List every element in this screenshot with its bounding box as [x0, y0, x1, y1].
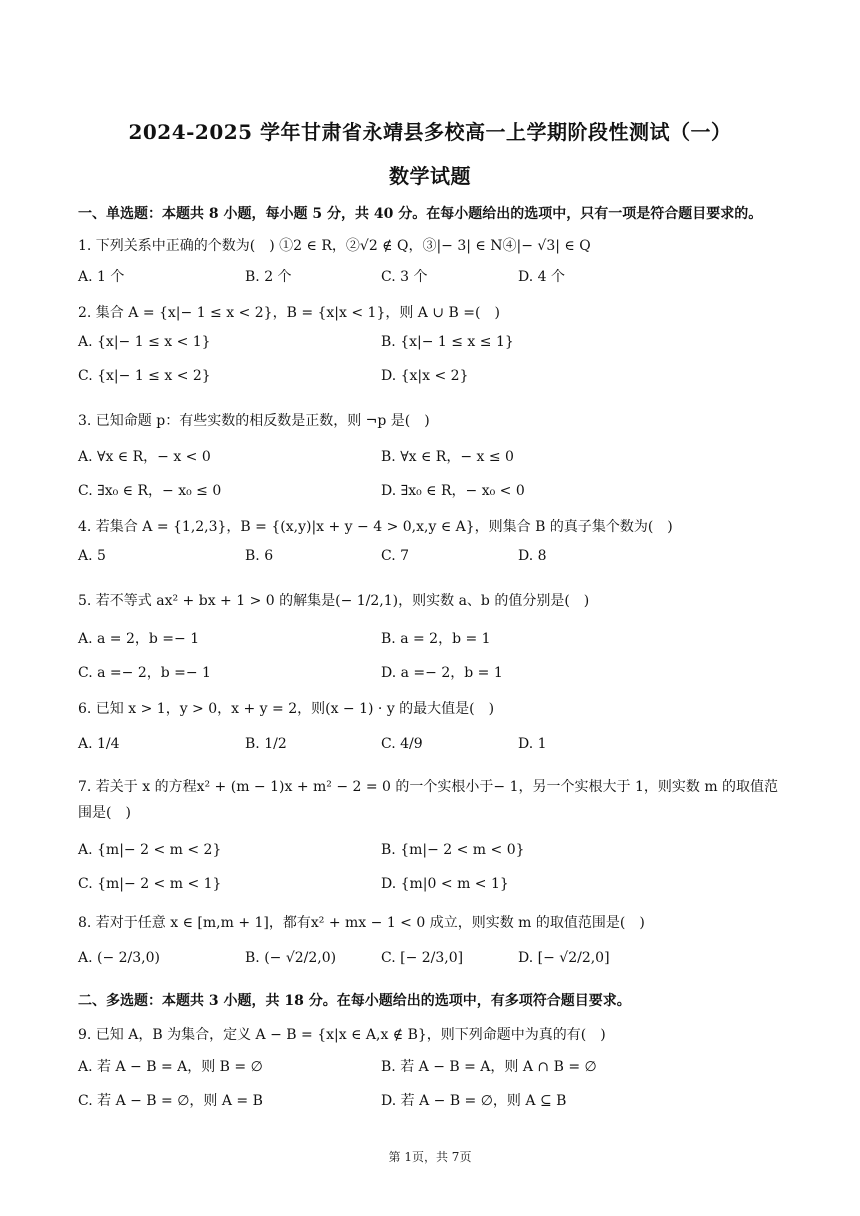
- question-6-stem: 6. 已知 x > 1，y > 0，x + y = 2，则(x − 1) · y 的最大值是( ): [78, 701, 495, 717]
- question-9-options-row1: [78, 1056, 798, 1082]
- option-d: D. a =− 2，b = 1: [381, 665, 503, 681]
- question-8-stem: 8. 若对于任意 x ∈ [m,m + 1]，都有x² + mx − 1 < 0 成立，则实数 m 的取值范围是( ): [78, 915, 645, 931]
- option-b: B. ∀x ∈ R，− x ≤ 0: [381, 449, 514, 465]
- question-2-options-row1: [78, 334, 798, 360]
- question-2-stem: 2. 集合 A = {x|− 1 ≤ x < 2}，B = {x|x < 1}，则 A ∪ B =( ): [78, 305, 500, 321]
- question-4-stem: 4. 若集合 A = {1,2,3}，B = {(x,y)|x + y − 4 > 0,x,y ∈ A}，则集合 B 的真子集个数为( ): [78, 519, 673, 535]
- section-single-choice: 一、单选题：本题共 8 小题，每小题 5 分，共 40 分。在每小题给出的选项中，只有一项是符合题目要求的。: [78, 206, 763, 222]
- option-b: B. {m|− 2 < m < 0}: [381, 842, 525, 858]
- option-a: A. {x|− 1 ≤ x < 1}: [78, 334, 211, 350]
- option-b: B. 1/2: [245, 736, 287, 752]
- option-d: D. {m|0 < m < 1}: [381, 876, 509, 892]
- exam-title: 2024-2025 学年甘肃省永靖县多校高一上学期阶段性测试（一）: [128, 120, 732, 144]
- question-9-options-row2: [78, 1090, 798, 1116]
- option-a: A. ∀x ∈ R，− x < 0: [78, 449, 211, 465]
- option-b: B. 若 A − B = A，则 A ∩ B = ∅: [381, 1059, 597, 1075]
- page-footer: 第 1页，共 7页: [388, 1150, 472, 1164]
- option-a: A. 若 A − B = A，则 B = ∅: [78, 1059, 263, 1075]
- option-c: C. {m|− 2 < m < 1}: [78, 876, 222, 892]
- option-a: A. a = 2，b =− 1: [78, 631, 200, 647]
- option-a: A. 1/4: [78, 736, 120, 752]
- question-5-options-row2: [78, 662, 798, 688]
- option-d: D. [− √2/2,0]: [518, 950, 610, 966]
- option-a: A. {m|− 2 < m < 2}: [78, 842, 222, 858]
- section-multiple-choice: 二、多选题：本题共 3 小题，共 18 分。在每小题给出的选项中，有多项符合题目要求。: [78, 993, 631, 1009]
- question-2-options-row2: [78, 368, 798, 394]
- option-c: C. 4/9: [381, 736, 423, 752]
- question-9-stem: 9. 已知 A，B 为集合，定义 A − B = {x|x ∈ A,x ∉ B}，则下列命题中为真的有( ): [78, 1027, 606, 1043]
- option-a: A. 5: [78, 548, 106, 564]
- option-d: D. ∃x₀ ∈ R，− x₀ < 0: [381, 483, 525, 499]
- question-5-stem: 5. 若不等式 ax² + bx + 1 > 0 的解集是(− 1/2,1)，则实数 a、b 的值分别是( ): [78, 593, 590, 609]
- question-8-options: [78, 950, 798, 976]
- question-6-options: [78, 736, 798, 762]
- question-3-options-row1: [78, 446, 798, 472]
- option-d: D. {x|x < 2}: [381, 368, 469, 384]
- question-7-options-row2: [78, 876, 798, 902]
- option-c: C. 若 A − B = ∅，则 A = B: [78, 1093, 263, 1109]
- option-c: C. 7: [381, 548, 410, 564]
- question-1-options: [78, 266, 798, 292]
- option-a: A. (− 2/3,0): [78, 950, 161, 966]
- option-d: D. 8: [518, 548, 547, 564]
- option-c: C. [− 2/3,0]: [381, 950, 464, 966]
- question-7-options-row1: [78, 842, 798, 868]
- option-c: C. {x|− 1 ≤ x < 2}: [78, 368, 211, 384]
- question-4-options: [78, 548, 798, 574]
- option-a: A. 1 个: [78, 269, 125, 285]
- option-c: C. 3 个: [381, 269, 428, 285]
- option-b: B. {x|− 1 ≤ x ≤ 1}: [381, 334, 514, 350]
- question-3-options-row2: [78, 480, 798, 506]
- option-b: B. (− √2/2,0): [245, 950, 337, 966]
- option-c: C. a =− 2，b =− 1: [78, 665, 211, 681]
- question-7-stem: 7. 若关于 x 的方程x² + (m − 1)x + m² − 2 = 0 的一个实根小于− 1，另一个实根大于 1，则实数 m 的取值范围是( ): [78, 779, 779, 821]
- question-3-stem: 3. 已知命题 p：有些实数的相反数是正数，则 ¬p 是( ): [78, 413, 430, 429]
- option-b: B. a = 2，b = 1: [381, 631, 491, 647]
- question-5-options-row1: [78, 628, 798, 654]
- option-d: D. 1: [518, 736, 547, 752]
- exam-subtitle: 数学试题: [389, 164, 471, 188]
- option-b: B. 2 个: [245, 269, 292, 285]
- option-d: D. 若 A − B = ∅，则 A ⊆ B: [381, 1093, 567, 1109]
- question-1-stem: 1. 下列关系中正确的个数为( ) ①2 ∈ R，②√2 ∉ Q，③|− 3| ∈ N④|− √3| ∈ Q: [78, 238, 591, 254]
- option-c: C. ∃x₀ ∈ R，− x₀ ≤ 0: [78, 483, 222, 499]
- option-d: D. 4 个: [518, 269, 565, 285]
- option-b: B. 6: [245, 548, 274, 564]
